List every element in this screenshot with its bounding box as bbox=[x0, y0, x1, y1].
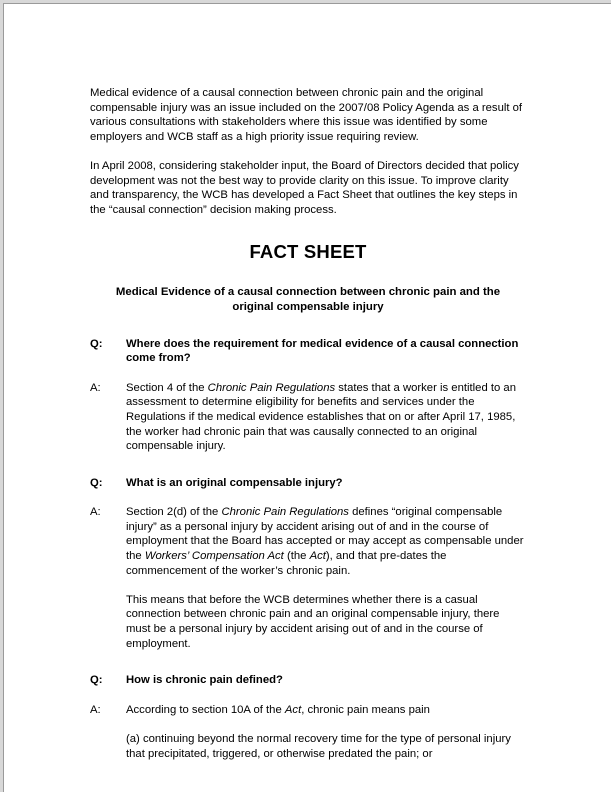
document-page bbox=[3, 3, 611, 792]
italic-citation: Act bbox=[284, 703, 302, 716]
qa-question-block bbox=[90, 673, 526, 688]
answer-label: A: bbox=[90, 506, 101, 519]
qa-answer-block bbox=[90, 505, 526, 651]
qa-answer-block bbox=[90, 381, 526, 454]
qa-list bbox=[90, 337, 526, 762]
question-text: Where does the requirement for medical evidence of a causal connection come from? bbox=[126, 337, 519, 365]
intro-paragraph-2: In April 2008, considering stakeholder input, the Board of Directors decided that policy development was not the best way to provide clarity on this issue. To improve clarity and transparency, the WCB has developed a Fact Sheet that outlines the key steps in the “causal connection” decision making process. bbox=[90, 159, 519, 216]
italic-citation: Workers’ Compensation Act bbox=[144, 550, 284, 563]
answer-label: A: bbox=[90, 381, 101, 394]
answer-paragraph: Section 2(d) of the Chronic Pain Regulations defines “original compensable injury” as a personal injury by accident arising out of and in the course of employment that the Board has accepted or may accept as compensable under the Workers’ Compensation Act (the Act), and that pre-dates the commencement of the worker’s chronic pain. bbox=[126, 506, 524, 577]
qa-question-block bbox=[90, 337, 526, 366]
qa-question-block bbox=[90, 476, 526, 491]
document-content bbox=[90, 86, 526, 762]
answer-paragraph: According to section 10A of the Act, chronic pain means pain bbox=[126, 703, 430, 716]
page-subtitle: Medical Evidence of a causal connection between chronic pain and the original compensable injury bbox=[115, 286, 501, 313]
answer-paragraph: Section 4 of the Chronic Pain Regulations states that a worker is entitled to an assessment to determine eligibility for benefits and services under the Regulations if the medical evidence establishes that on or after April 17, 1985, the worker had chronic pain that was causally connected to an original compensable injury. bbox=[126, 381, 516, 453]
question-label: Q: bbox=[90, 674, 103, 687]
question-text: What is an original compensable injury? bbox=[126, 476, 343, 489]
answer-label: A: bbox=[90, 703, 101, 716]
answer-paragraph: This means that before the WCB determines whether there is a casual connection between chronic pain and an original compensable injury, there must be a personal injury by accident arising out of and in the course of employment. bbox=[126, 593, 500, 650]
answer-subitem: (a) continuing beyond the normal recovery time for the type of personal injury that precipitated, triggered, or otherwise predated the pain; or bbox=[126, 733, 511, 760]
question-text: How is chronic pain defined? bbox=[126, 674, 283, 687]
question-label: Q: bbox=[90, 476, 103, 489]
italic-citation: Act bbox=[309, 550, 326, 563]
question-label: Q: bbox=[90, 337, 103, 350]
qa-answer-block bbox=[90, 703, 526, 718]
italic-citation: Chronic Pain Regulations bbox=[207, 381, 336, 394]
italic-citation: Chronic Pain Regulations bbox=[221, 506, 349, 519]
page-title: FACT SHEET bbox=[249, 241, 367, 263]
intro-paragraph-1: Medical evidence of a causal connection between chronic pain and the original compensable injury was an issue included on the 2007/08 Policy Agenda as a result of various consultations with stakeholders where this issue was identified by some employers and WCB staff as a high priority issue requiring review. bbox=[90, 87, 523, 143]
